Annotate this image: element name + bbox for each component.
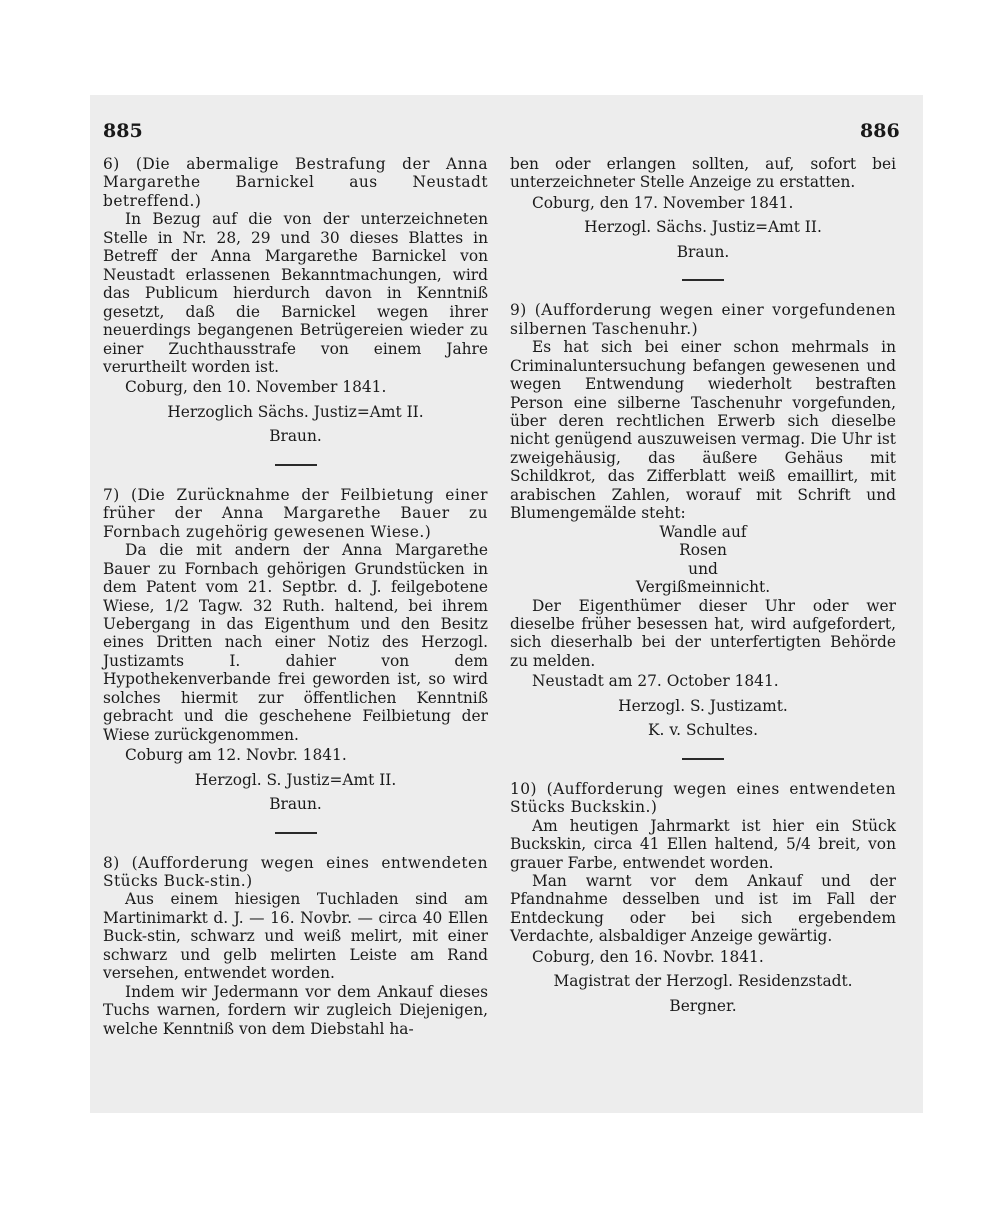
notice-title: 8) (Aufforderung wegen eines entwendeten Stücks Buck-stin.) [103,853,488,890]
section-divider [275,464,317,466]
notice-body-continued: Indem wir Jedermann vor dem Ankauf dieses Tuchs warnen, fordern wir zugleich Diejenigen, welche Kenntniß von dem Diebstahl ha- [103,982,488,1038]
inscription-line: und [688,559,718,578]
notice-authority: Herzogl. S. Justiz=Amt II. [194,770,397,789]
notice-signer: Braun. [269,795,322,814]
inscription-line: Vergißmeinnicht. [635,578,771,597]
notice-title: 6) (Die abermalige Bestrafung der Anna Margarethe Barnickel aus Neustadt betreffend.) [103,155,488,210]
notice-date: Coburg, den 16. Novbr. 1841. [532,947,764,966]
page-number-left: 885 [103,120,143,142]
section-divider [682,279,724,281]
notice-authority: Herzoglich Sächs. Justiz=Amt II. [167,402,424,421]
notice-date: Coburg am 12. Novbr. 1841. [125,746,347,765]
notice-body: Da die mit andern der Anna Margarethe Bauer zu Fornbach gehörigen Grundstücken in dem Patent vom 21. Septbr. d. J. feilgebotene Wiese, 1/2 Tagw. 32 Ruth. haltend, bei ihrem Uebergang in das Eigenthum und den Besitz eines Dritten nach einer Notiz des Herzogl. Justizamts I. dahier von dem Hypothekenverbande frei geworden ist, so wird solches hiermit zur öffentlichen Kenntniß gebracht und die geschehene Feilbietung der Wiese zurückgenommen. [103,541,488,744]
notice-body-continued: Der Eigenthümer dieser Uhr oder wer dieselbe früher besessen hat, wird aufgefordert, sich dieserhalb bei der unterfertigten Behörde zu melden. [510,596,896,670]
notice-date: Neustadt am 27. October 1841. [532,672,779,691]
section-divider [275,832,317,834]
notice-8 [103,854,488,1039]
notice-body: Am heutigen Jahrmarkt ist hier ein Stück Buckskin, circa 41 Ellen haltend, 5/4 breit, von grauer Farbe, entwendet worden. [510,816,896,872]
page-number-right: 886 [860,120,900,142]
notice-authority: Magistrat der Herzogl. Residenzstadt. [553,972,853,991]
notice-body: Aus einem hiesigen Tuchladen sind am Martinimarkt d. J. — 16. Novbr. — circa 40 Ellen Buck-stin, schwarz und weiß melirt, mit einer schwarz und gelb melirten Leiste am Rand versehen, entwendet worden. [103,890,488,983]
notice-6 [103,155,488,446]
notice-body: Es hat sich bei einer schon mehrmals in Criminaluntersuchung befangen gewesenen und wegen Entwendung wiederholt bestraften Person eine silberne Taschenuhr vorgefunden, über deren rechtlichen Erwerb sich dieselbe nicht genügend auszuweisen vermag. Die Uhr ist zweigehäusig, das äußere Gehäus mit Schildkrot, das Zifferblatt weiß emaillirt, mit arabischen Zahlen, worauf mit Schrift und Blumengemälde steht: [510,338,896,523]
inscription-line: Rosen [679,541,727,560]
notice-date: Coburg, den 10. November 1841. [125,378,387,397]
notice-signer: Braun. [676,242,730,261]
notice-title: 7) (Die Zurücknahme der Feilbietung einer früher der Anna Margarethe Bauer zu Fornbach zugehörig gewesenen Wiese.) [103,485,488,541]
notice-7 [103,486,488,814]
notice-body: In Bezug auf die von der unterzeichneten Stelle in Nr. 28, 29 und 30 dieses Blattes in Betreff der Anna Margarethe Barnickel von Neustadt erlassenen Bekanntmachungen, wird das Publicum hierdurch davon in Kenntniß gesetzt, daß die Barnickel wegen ihrer neuerdings begangenen Betrügereien wieder zu einer Zuchthausstrafe von einem Jahre verurtheilt worden ist. [103,210,488,376]
notice-authority: Herzogl. S. Justizamt. [618,696,788,715]
notice-signer: Braun. [269,427,322,446]
notice-body-continued: Man warnt vor dem Ankauf und der Pfandnahme desselben und ist im Fall der Entdeckung oder bei sich ergebendem Verdachte, alsbaldiger Anzeige gewärtig. [510,871,896,946]
notice-title: 10) (Aufforderung wegen eines entwendeten Stücks Buckskin.) [510,779,896,817]
inscription-line: Wandle auf [659,522,747,541]
section-divider [682,758,724,760]
notice-authority: Herzogl. Sächs. Justiz=Amt II. [584,218,822,237]
notice-8-continuation [510,155,896,261]
notice-signer: K. v. Schultes. [648,721,758,740]
notice-body: ben oder erlangen sollten, auf, sofort bei unterzeichneter Stelle Anzeige zu erstatten. [510,155,896,192]
notice-signer: Bergner. [669,996,737,1015]
watch-inscription [510,523,896,597]
notice-10 [510,780,896,1015]
left-column [103,155,488,1038]
notice-title: 9) (Aufforderung wegen einer vorgefundenen silbernen Taschenuhr.) [510,301,896,338]
notice-date: Coburg, den 17. November 1841. [532,193,794,212]
notice-9 [510,301,896,739]
right-column [510,155,896,1015]
